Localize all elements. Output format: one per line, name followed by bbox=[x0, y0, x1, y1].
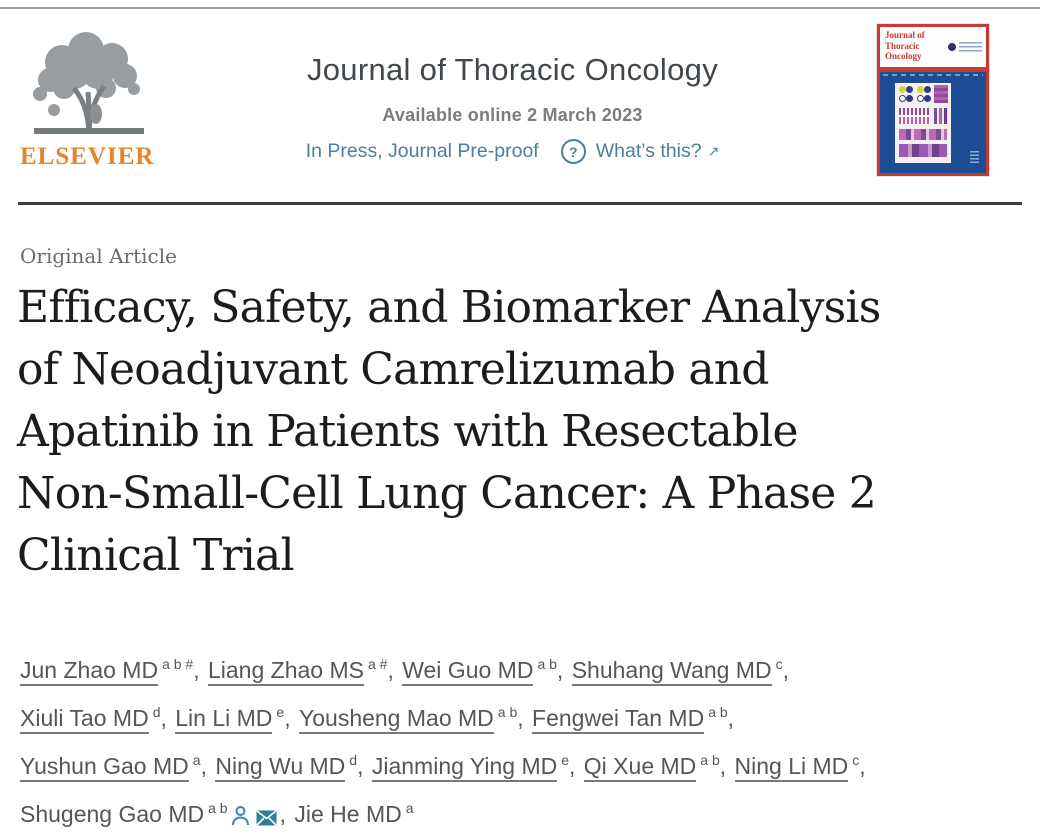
article-title-line: of Neoadjuvant Camrelizumab and bbox=[17, 344, 769, 395]
author-link[interactable] bbox=[208, 657, 387, 683]
author-affiliation-superscript: d bbox=[152, 704, 161, 720]
author-name: Jianming Ying MD bbox=[372, 753, 557, 782]
author-affiliation-superscript: e bbox=[276, 704, 285, 720]
author-separator: , bbox=[569, 753, 582, 779]
author-name: Wei Guo MD bbox=[402, 657, 533, 686]
cover-title-line: Thoracic bbox=[885, 40, 920, 51]
article-category: Original Article bbox=[20, 244, 177, 268]
author-separator: , bbox=[387, 657, 401, 683]
author-affiliation-superscript: c bbox=[775, 656, 783, 672]
author-link[interactable] bbox=[572, 657, 783, 683]
article-title-line: Efficacy, Safety, and Biomarker Analysis bbox=[17, 282, 881, 333]
author-separator: , bbox=[719, 753, 733, 779]
author-name: Lin Li MD bbox=[175, 705, 272, 734]
author-name: Shugeng Gao MD bbox=[20, 801, 205, 827]
question-circle-icon[interactable]: ? bbox=[561, 139, 586, 164]
author-affiliation-superscript: a bbox=[405, 800, 414, 816]
author-name: Yushun Gao MD bbox=[20, 753, 189, 782]
author-link[interactable] bbox=[402, 657, 557, 683]
author-line bbox=[20, 696, 1028, 744]
author-link[interactable] bbox=[294, 801, 413, 827]
author-link[interactable] bbox=[20, 657, 193, 683]
journal-cover-thumbnail[interactable] bbox=[877, 24, 989, 176]
author-name: Jun Zhao MD bbox=[20, 657, 158, 686]
available-online-date: Available online 2 March 2023 bbox=[382, 105, 643, 125]
author-name: Shuhang Wang MD bbox=[572, 657, 772, 686]
author-separator: , bbox=[284, 705, 297, 731]
author-line bbox=[20, 648, 1028, 696]
cover-figure-panel bbox=[895, 83, 951, 163]
author-list bbox=[20, 648, 1028, 838]
elsevier-wordmark: ELSEVIER bbox=[20, 143, 155, 170]
external-link-arrow-icon: ↗ bbox=[707, 143, 720, 160]
author-affiliation-superscript: a b bbox=[537, 656, 557, 672]
in-press-row bbox=[180, 139, 845, 164]
author-separator: , bbox=[193, 657, 206, 683]
header-divider bbox=[18, 202, 1022, 205]
author-link[interactable] bbox=[215, 753, 357, 779]
top-divider bbox=[0, 7, 1040, 9]
author-affiliation-superscript: d bbox=[349, 752, 358, 768]
author-separator: , bbox=[200, 753, 214, 779]
author-name: Ning Wu MD bbox=[215, 753, 345, 782]
author-link[interactable] bbox=[20, 801, 228, 827]
envelope-icon[interactable] bbox=[256, 792, 277, 837]
author-separator: , bbox=[859, 753, 866, 779]
article-title-line: Non-Small-Cell Lung Cancer: A Phase 2 bbox=[17, 468, 876, 519]
author-separator: , bbox=[160, 705, 174, 731]
author-affiliation-superscript: a b # bbox=[162, 656, 194, 672]
author-affiliation-superscript: a b bbox=[208, 800, 228, 816]
author-name: Liang Zhao MS bbox=[208, 657, 364, 686]
author-separator: , bbox=[782, 657, 789, 683]
author-separator: , bbox=[727, 705, 735, 731]
author-name: Xiuli Tao MD bbox=[20, 705, 149, 734]
author-affiliation-superscript: e bbox=[561, 752, 570, 768]
author-affiliation-superscript: a b bbox=[708, 704, 728, 720]
author-separator: , bbox=[517, 705, 531, 731]
elsevier-tree-icon bbox=[18, 26, 160, 140]
journal-header bbox=[180, 52, 845, 164]
author-link[interactable] bbox=[299, 705, 517, 731]
author-name: Jie He MD bbox=[294, 801, 402, 827]
author-line bbox=[20, 792, 1028, 838]
author-link[interactable] bbox=[372, 753, 569, 779]
cover-footer-mark bbox=[970, 151, 979, 164]
cover-body bbox=[880, 72, 986, 173]
author-affiliation-superscript: a b bbox=[497, 704, 518, 720]
author-affiliation-superscript: a bbox=[192, 752, 201, 768]
author-link[interactable] bbox=[20, 753, 201, 779]
author-line bbox=[20, 744, 1028, 792]
author-name: Yousheng Mao MD bbox=[299, 705, 494, 734]
author-name: Ning Li MD bbox=[735, 753, 849, 782]
author-link[interactable] bbox=[584, 753, 720, 779]
author-link[interactable] bbox=[175, 705, 284, 731]
whats-this-link[interactable]: What’s this? bbox=[595, 140, 702, 162]
journal-title-link[interactable]: Journal of Thoracic Oncology bbox=[306, 52, 719, 87]
author-affiliation-superscript: a b bbox=[700, 752, 720, 768]
in-press-link[interactable]: In Press, Journal Pre-proof bbox=[305, 140, 539, 162]
author-separator: , bbox=[279, 801, 293, 827]
article-title bbox=[17, 277, 1027, 587]
article-title-line: Apatinib in Patients with Resectable bbox=[17, 406, 798, 457]
author-affiliation-superscript: a # bbox=[367, 656, 388, 672]
author-separator: , bbox=[556, 657, 570, 683]
author-name: Fengwei Tan MD bbox=[532, 705, 704, 734]
author-link[interactable] bbox=[735, 753, 860, 779]
article-title-line: Clinical Trial bbox=[17, 530, 294, 581]
author-name: Qi Xue MD bbox=[584, 753, 696, 782]
cover-header bbox=[880, 27, 986, 67]
author-separator: , bbox=[357, 753, 370, 779]
author-link[interactable] bbox=[532, 705, 728, 731]
cover-title-line: Journal of bbox=[885, 30, 925, 40]
cover-society-logo bbox=[948, 40, 982, 56]
elsevier-logo[interactable] bbox=[18, 26, 160, 171]
cover-title-line: Oncology bbox=[885, 51, 922, 61]
author-affiliation-superscript: c bbox=[852, 752, 860, 768]
author-link[interactable] bbox=[20, 705, 160, 731]
person-icon[interactable] bbox=[231, 792, 250, 837]
